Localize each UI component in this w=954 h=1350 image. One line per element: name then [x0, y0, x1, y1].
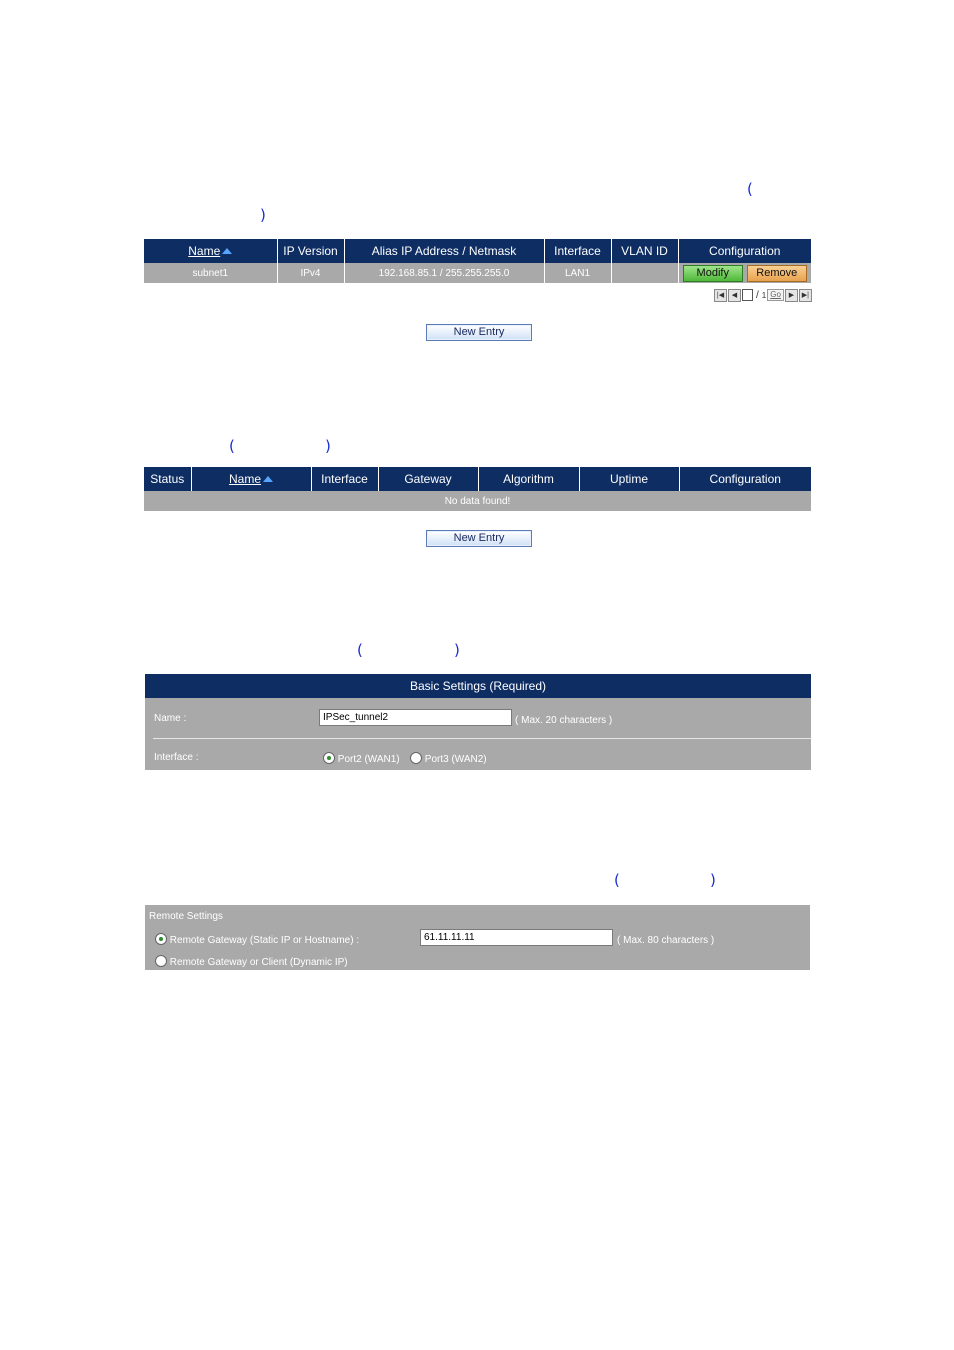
remove-button[interactable]: Remove: [747, 265, 807, 282]
page-number-input[interactable]: [742, 289, 753, 301]
remote-gateway-input[interactable]: 61.11.11.11: [420, 929, 613, 946]
empty-message: No data found!: [144, 491, 811, 511]
column-ip-version: IP Version: [277, 239, 344, 263]
column-configuration: Configuration: [678, 239, 811, 263]
remote-gateway-hint: ( Max. 80 characters ): [617, 935, 715, 946]
cell-vlan: [611, 263, 678, 283]
alias-ip-table: [144, 239, 811, 283]
radio-selected-icon[interactable]: [323, 752, 335, 764]
remote-option-label: Remote Gateway (Static IP or Hostname) :: [169, 935, 360, 946]
close-paren: ): [710, 871, 716, 889]
remote-option-dynamic[interactable]: [155, 955, 348, 968]
modify-button[interactable]: Modify: [683, 265, 743, 282]
table-header-row: [144, 467, 811, 491]
radio-selected-icon[interactable]: [155, 933, 167, 945]
interface-option-label: Port3 (WAN2): [424, 754, 487, 765]
interface-option-label: Port2 (WAN1): [337, 754, 400, 765]
column-alias: Alias IP Address / Netmask: [344, 239, 544, 263]
column-status: Status: [144, 467, 191, 491]
remote-settings-title: Remote Settings: [149, 911, 223, 922]
close-paren: ): [454, 641, 460, 659]
radio-unselected-icon[interactable]: [155, 955, 167, 967]
remote-option-static[interactable]: [155, 933, 359, 946]
name-input[interactable]: IPSec_tunnel2: [319, 709, 512, 726]
remote-option-label: Remote Gateway or Client (Dynamic IP): [169, 957, 348, 968]
next-page-icon[interactable]: ▶: [785, 289, 798, 302]
column-name[interactable]: [191, 467, 311, 491]
column-interface: Interface: [544, 239, 611, 263]
close-paren: ): [325, 437, 331, 455]
interface-option-wan2[interactable]: [410, 752, 487, 765]
open-paren: (: [357, 641, 363, 659]
page-separator: /: [756, 289, 759, 301]
open-paren: (: [614, 871, 620, 889]
interface-option-wan1[interactable]: [323, 752, 400, 765]
ipsec-tunnel-table: [144, 467, 811, 511]
sort-name-link[interactable]: Name: [188, 244, 221, 258]
radio-unselected-icon[interactable]: [410, 752, 422, 764]
sort-ascending-icon: [263, 476, 273, 482]
sort-ascending-icon: [222, 248, 232, 254]
sort-name-link[interactable]: Name: [228, 472, 261, 486]
pagination: [714, 288, 812, 302]
open-paren: (: [747, 180, 753, 198]
divider: [153, 738, 811, 739]
page-total: 1: [761, 290, 767, 300]
interface-label: Interface :: [154, 752, 199, 763]
close-paren: ): [260, 206, 266, 224]
cell-alias: 192.168.85.1 / 255.255.255.0: [344, 263, 544, 283]
column-interface: Interface: [311, 467, 378, 491]
cell-interface: LAN1: [544, 263, 611, 283]
cell-configuration: [678, 263, 811, 283]
column-name[interactable]: [144, 239, 277, 263]
new-entry-button[interactable]: New Entry: [426, 530, 532, 547]
name-hint: ( Max. 20 characters ): [515, 715, 613, 726]
column-vlan-id: VLAN ID: [611, 239, 678, 263]
last-page-icon[interactable]: ▶|: [799, 289, 812, 302]
table-row: [144, 263, 811, 283]
cell-name: subnet1: [144, 263, 277, 283]
basic-settings-title: Basic Settings (Required): [145, 674, 811, 698]
column-uptime: Uptime: [579, 467, 679, 491]
previous-page-icon[interactable]: ◀: [728, 289, 741, 302]
remote-settings-panel: [145, 905, 810, 970]
table-header-row: [144, 239, 811, 263]
table-row: [144, 491, 811, 511]
go-button[interactable]: Go: [767, 289, 784, 301]
column-gateway: Gateway: [378, 467, 478, 491]
column-configuration: Configuration: [679, 467, 811, 491]
name-label: Name :: [154, 713, 187, 724]
open-paren: (: [229, 437, 235, 455]
cell-ip-version: IPv4: [277, 263, 344, 283]
new-entry-button[interactable]: New Entry: [426, 324, 532, 341]
column-algorithm: Algorithm: [478, 467, 579, 491]
first-page-icon[interactable]: |◀: [714, 289, 727, 302]
basic-settings-panel: [145, 674, 811, 770]
